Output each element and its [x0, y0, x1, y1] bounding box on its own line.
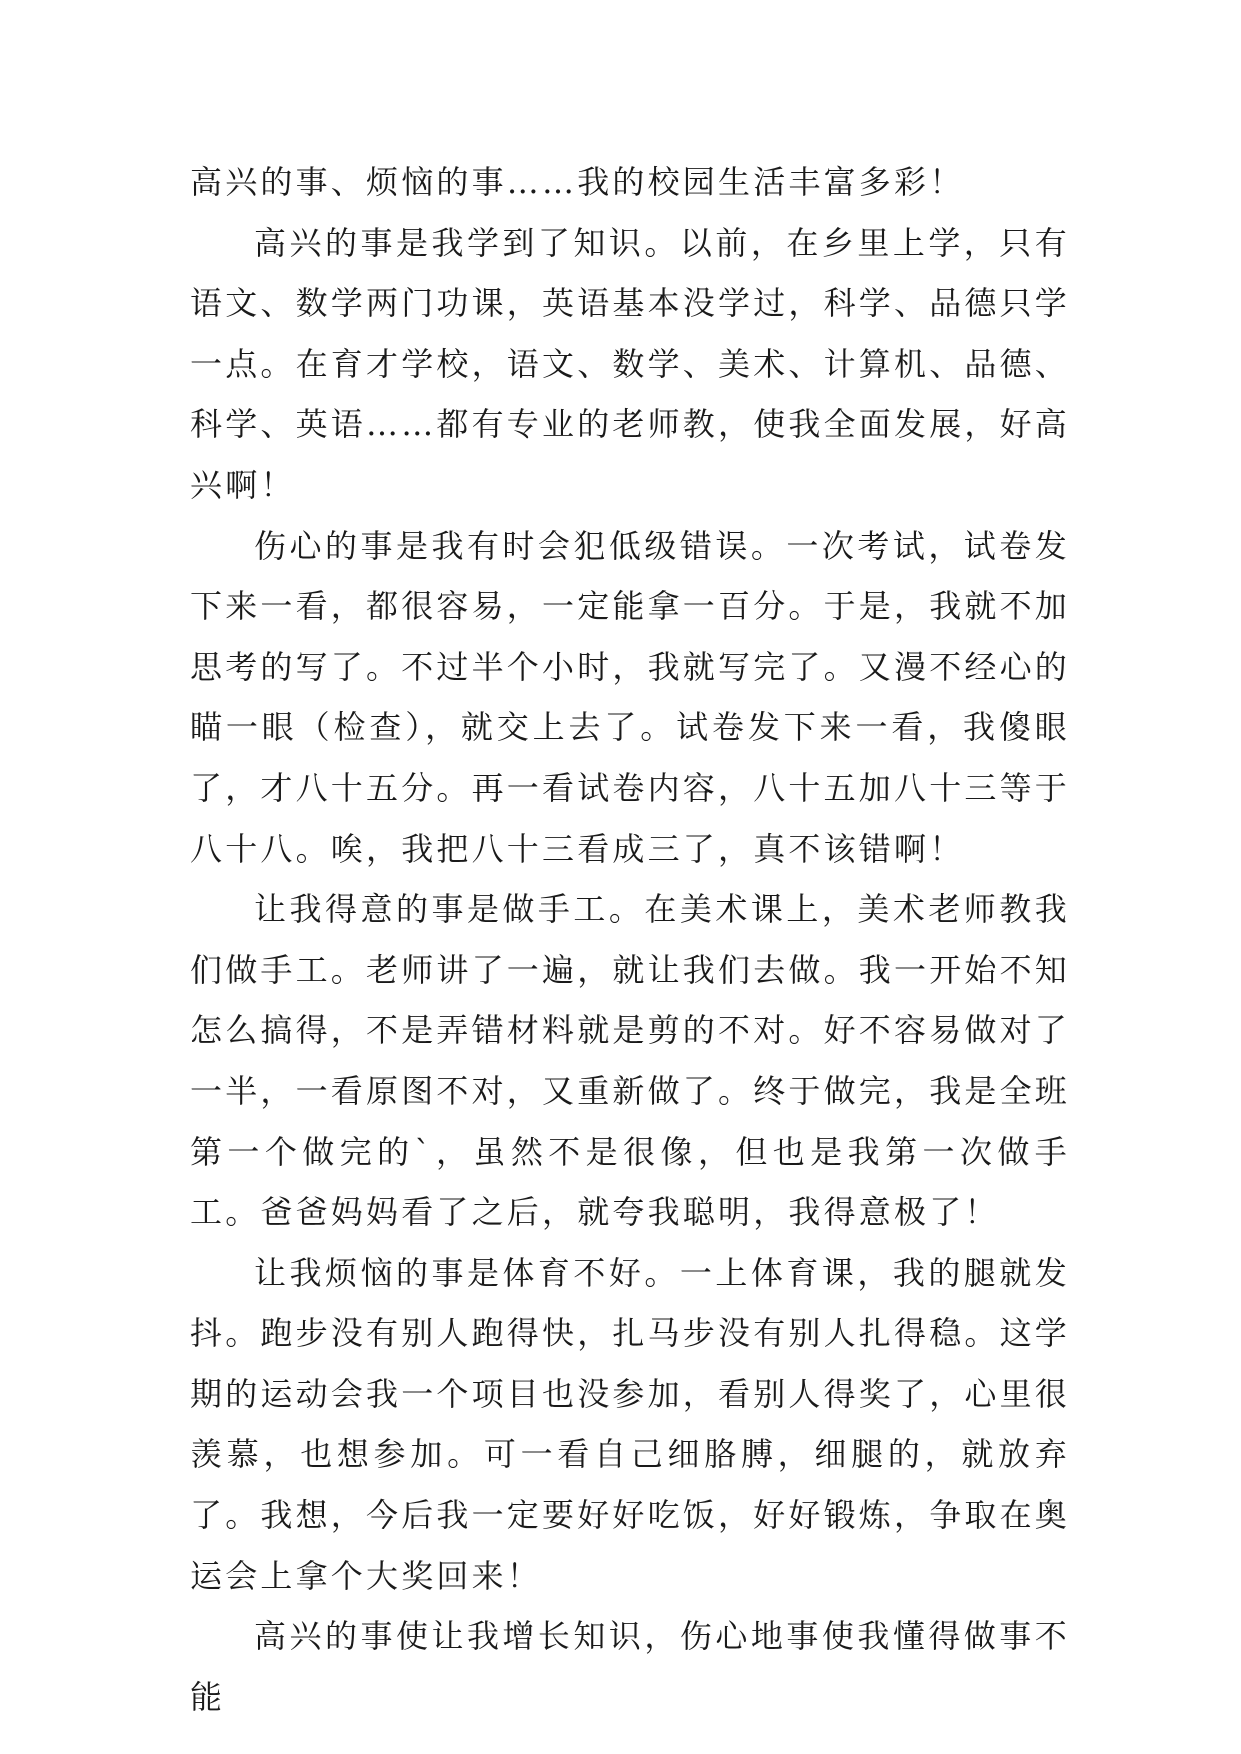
paragraph-sad-mistake: 伤心的事是我有时会犯低级错误。一次考试，试卷发下来一看，都很容易，一定能拿一百分。于是，我就不加思考的写了。不过半个小时，我就写完了。又漫不经心的瞄一眼（检查），就交上去了。试卷发下来一看，我傻眼了，才八十五分。再一看试卷内容，八十五加八十三等于八十八。唉，我把八十三看成三了，真不该错啊！: [190, 526, 1071, 868]
paragraph-conclusion: 高兴的事使让我增长知识，伤心地事使我懂得做事不能: [190, 1617, 1070, 1716]
paragraph-proud-handcraft: 让我得意的事是做手工。在美术课上，美术老师教我们做手工。老师讲了一遍，就让我们去做。我一开始不知怎么搞得，不是弄错材料就是剪的不对。好不容易做对了一半，一看原图不对，又重新做了。终于做完，我是全班第一个做完的`，虽然不是很像，但也是我第一次做手工。爸爸妈妈看了之后，就夸我聪明，我得意极了！: [190, 890, 1071, 1232]
paragraph-happy-knowledge: 高兴的事是我学到了知识。以前，在乡里上学，只有语文、数学两门功课，英语基本没学过，科学、品德只学一点。在育才学校，语文、数学、美术、计算机、品德、科学、英语……都有专业的老师教，使我全面发展，好高兴啊！: [190, 223, 1071, 504]
essay-body: [190, 152, 1070, 1727]
paragraph-intro: 高兴的事、烦恼的事……我的校园生活丰富多彩！: [190, 163, 965, 201]
paragraph-worry-sports: 让我烦恼的事是体育不好。一上体育课，我的腿就发抖。跑步没有别人跑得快，扎马步没有别人扎得稳。这学期的运动会我一个项目也没参加，看别人得奖了，心里很羡慕，也想参加。可一看自己细胳膊，细腿的，就放弃了。我想，今后我一定要好好吃饭，好好锻炼，争取在奥运会上拿个大奖回来！: [190, 1253, 1071, 1595]
